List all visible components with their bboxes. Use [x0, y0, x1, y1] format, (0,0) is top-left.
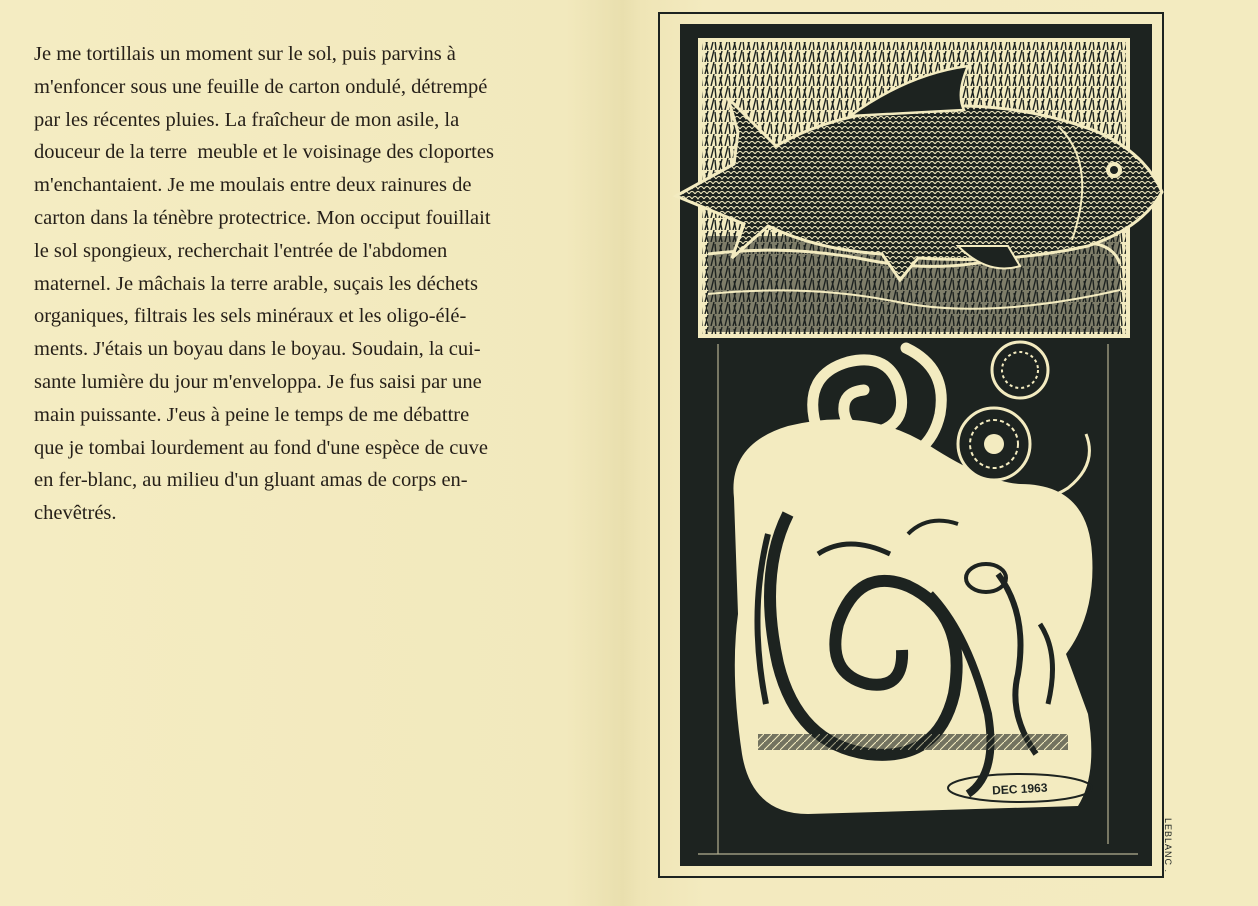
left-page [0, 0, 628, 906]
linocut-illustration [668, 14, 1168, 878]
body-text [34, 38, 606, 530]
text-line: que je tombai lourdement au fond d'une espèce de cuve [34, 436, 488, 459]
text-line: main puissante. J'eus à peine le temps de me débattre [34, 403, 470, 426]
text-line: m'enchantaient. Je me moulais entre deux rainures de [34, 174, 472, 197]
text-line: organiques, filtrais les sels minéraux et les oligo-élé- [34, 305, 467, 328]
right-page [628, 0, 1258, 906]
text-line: Je me tortillais un moment sur le sol, puis parvins à [34, 43, 456, 65]
text-line: carton dans la ténèbre protectrice. Mon occiput fouillait [34, 206, 491, 229]
text-line: le sol spongieux, recherchait l'entrée de l'abdomen [34, 239, 448, 262]
text-line: sante lumière du jour m'enveloppa. Je fus saisi par une [34, 370, 482, 393]
text-line: maternel. Je mâchais la terre arable, suçais les déchets [34, 272, 478, 295]
text-line: m'enfoncer sous une feuille de carton ondulé, détrempé [34, 75, 488, 98]
text-line: en fer-blanc, au milieu d'un gluant amas de corps en- [34, 469, 468, 492]
artist-signature: LEBLANC . [1163, 818, 1173, 874]
text-line: ments. J'étais un boyau dans le boyau. Soudain, la cui- [34, 338, 481, 361]
text-line: douceur de la terre meuble et le voisinage des cloportes [34, 141, 494, 164]
text-line: par les récentes pluies. La fraîcheur de mon asile, la [34, 108, 460, 131]
text-line: chevêtrés. [34, 502, 117, 525]
date-inscription: DEC 1963 [991, 780, 1048, 798]
